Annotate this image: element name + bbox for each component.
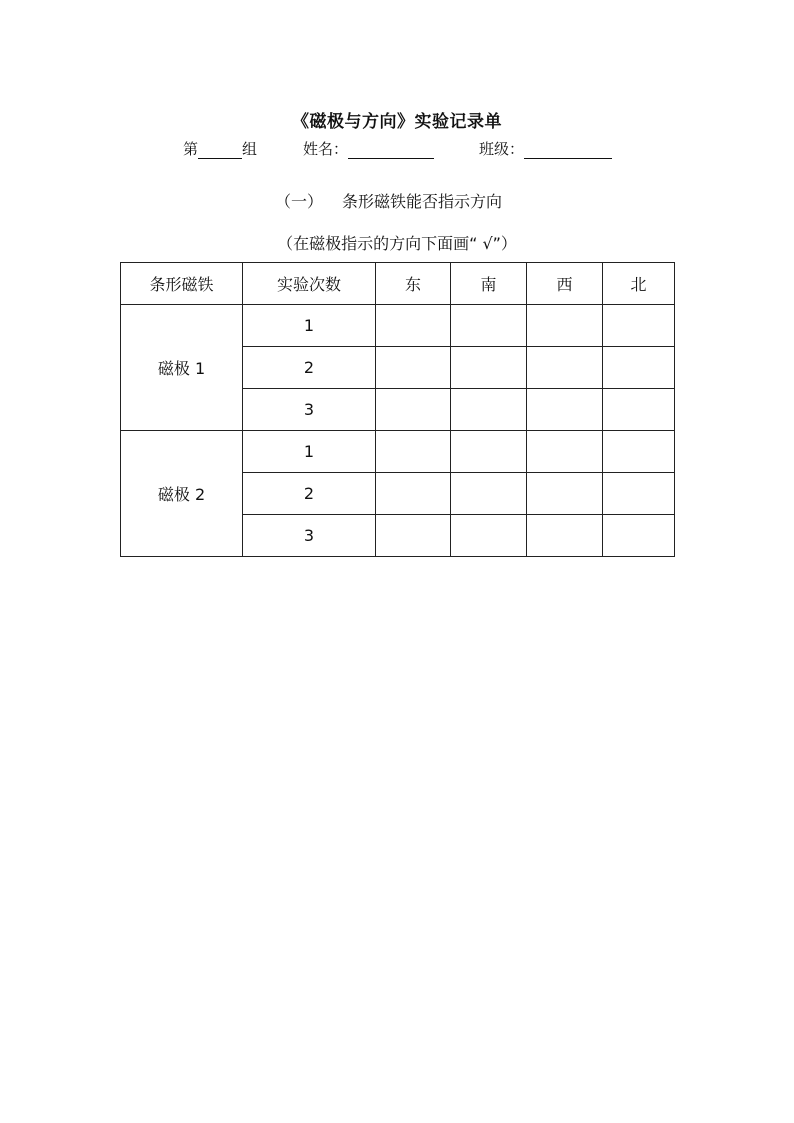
west-cell[interactable] <box>527 305 603 347</box>
page-title: 《磁极与方向》实验记录单 <box>292 112 502 132</box>
header-south: 南 <box>451 263 527 305</box>
pole-label: 磁极 2 <box>121 431 243 557</box>
north-cell[interactable] <box>603 347 675 389</box>
west-cell[interactable] <box>527 473 603 515</box>
section-number: （一） <box>275 192 324 211</box>
header-bar-magnet: 条形磁铁 <box>121 263 243 305</box>
north-cell[interactable] <box>603 515 675 557</box>
header-west: 西 <box>527 263 603 305</box>
west-cell[interactable] <box>527 389 603 431</box>
instruction-text: （在磁极指示的方向下面画“ √”） <box>277 234 517 253</box>
south-cell[interactable] <box>451 347 527 389</box>
section-title-text: 条形磁铁能否指示方向 <box>342 192 503 211</box>
north-cell[interactable] <box>603 305 675 347</box>
east-cell[interactable] <box>376 305 451 347</box>
student-info-line <box>0 138 794 162</box>
pole-label: 磁极 1 <box>121 305 243 431</box>
class-blank[interactable] <box>524 142 612 159</box>
north-cell[interactable] <box>603 431 675 473</box>
name-blank[interactable] <box>348 142 434 159</box>
trial-number: 2 <box>243 347 376 389</box>
trial-number: 3 <box>243 389 376 431</box>
east-cell[interactable] <box>376 431 451 473</box>
trial-number: 1 <box>243 431 376 473</box>
header-east: 东 <box>376 263 451 305</box>
table-header-row <box>121 263 675 305</box>
trial-number: 3 <box>243 515 376 557</box>
header-trial-count: 实验次数 <box>243 263 376 305</box>
north-cell[interactable] <box>603 389 675 431</box>
group-blank[interactable] <box>198 142 242 159</box>
north-cell[interactable] <box>603 473 675 515</box>
header-north: 北 <box>603 263 675 305</box>
south-cell[interactable] <box>451 515 527 557</box>
class-field <box>479 138 612 159</box>
record-table <box>120 262 675 557</box>
table-row <box>121 305 675 347</box>
group-suffix: 组 <box>242 140 258 158</box>
name-field <box>303 138 434 159</box>
group-field <box>183 138 257 159</box>
trial-number: 1 <box>243 305 376 347</box>
trial-number: 2 <box>243 473 376 515</box>
group-prefix: 第 <box>183 140 199 158</box>
south-cell[interactable] <box>451 431 527 473</box>
west-cell[interactable] <box>527 515 603 557</box>
name-label: 姓名： <box>303 140 349 158</box>
class-label: 班级： <box>479 140 525 158</box>
south-cell[interactable] <box>451 389 527 431</box>
east-cell[interactable] <box>376 473 451 515</box>
south-cell[interactable] <box>451 305 527 347</box>
south-cell[interactable] <box>451 473 527 515</box>
east-cell[interactable] <box>376 515 451 557</box>
table-row <box>121 431 675 473</box>
east-cell[interactable] <box>376 389 451 431</box>
west-cell[interactable] <box>527 431 603 473</box>
east-cell[interactable] <box>376 347 451 389</box>
west-cell[interactable] <box>527 347 603 389</box>
